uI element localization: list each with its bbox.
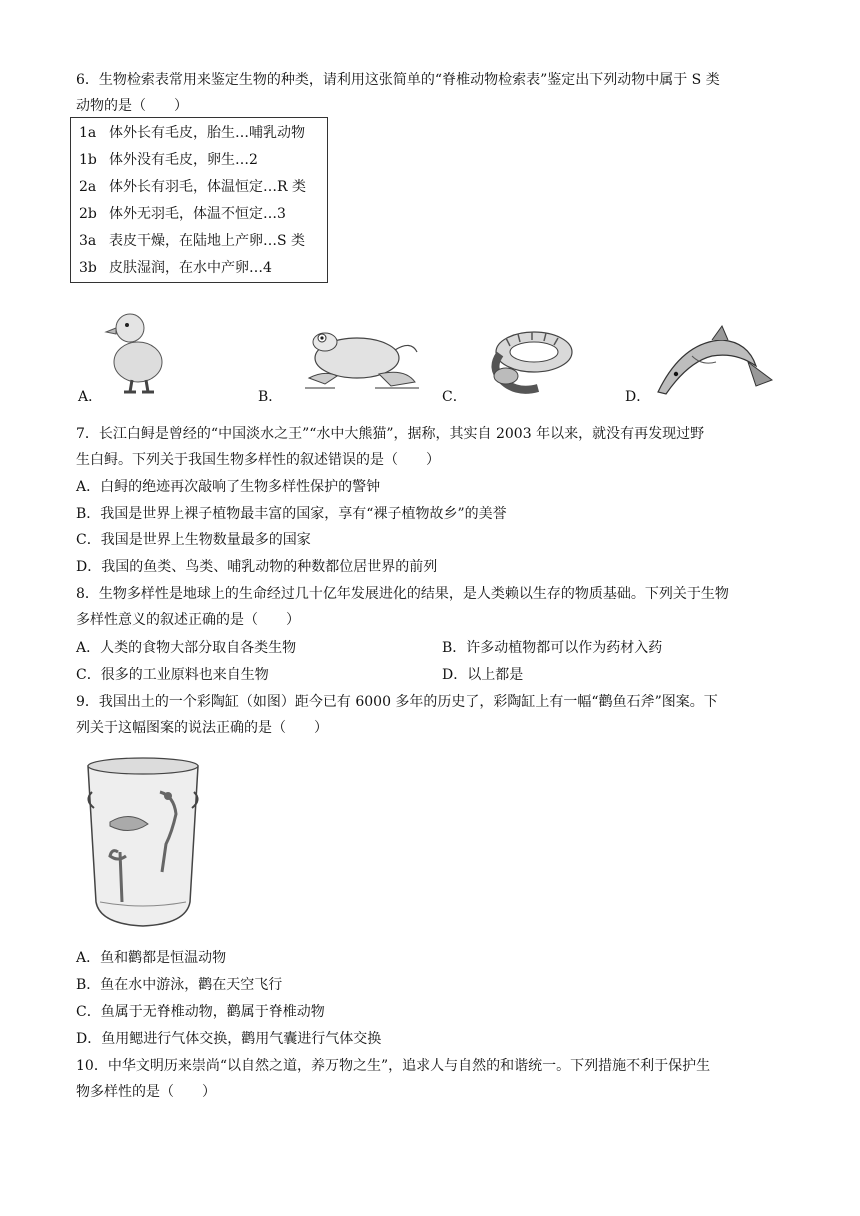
q9-stem-line1: 9．我国出土的一个彩陶缸（如图）距今已有 6000 多年的历史了，彩陶缸上有一幅“鹳鱼石斧”图案。下: [76, 694, 718, 710]
q8-option-a: A．人类的食物大部分取自各类生物: [76, 640, 297, 656]
q10-stem-line2: 物多样性的是（ ）: [76, 1084, 216, 1100]
q6-stem-line1: 6．生物检索表常用来鉴定生物的种类，请利用这张简单的“脊椎动物检索表”鉴定出下列动物中属于 S 类: [76, 72, 720, 88]
q7-option-a: A．白鲟的绝迹再次敲响了生物多样性保护的警钟: [76, 479, 381, 495]
painted-pottery-jar-image: [78, 752, 208, 932]
q8-stem-line1: 8．生物多样性是地球上的生命经过几十亿年发展进化的结果，是人类赖以生存的物质基础。下列关于生物: [76, 586, 729, 602]
q9-option-c: C．鱼属于无脊椎动物，鹳属于脊椎动物: [76, 1004, 325, 1020]
q9-option-b: B．鱼在水中游泳，鹳在天空飞行: [76, 977, 283, 993]
fish-image: [652, 322, 774, 398]
q10-stem-line1: 10．中华文明历来崇尚“以自然之道，养万物之生”，追求人与自然的和谐统一。下列措施不利于保护生: [76, 1058, 711, 1074]
q6-option-b-label: B．: [258, 389, 283, 405]
key-row: 3a 表皮干燥，在陆地上产卵…S 类: [79, 233, 306, 249]
q7-option-c: C．我国是世界上生物数量最多的国家: [76, 532, 311, 548]
key-row: 1a 体外长有毛皮，胎生…哺乳动物: [79, 125, 305, 141]
q9-stem-line2: 列关于这幅图案的说法正确的是（ ）: [76, 720, 328, 736]
q7-stem-line1: 7．长江白鲟是曾经的“中国淡水之王”“水中大熊猫”，据称，其实自 2003 年以来，就没有再发现过野: [76, 426, 705, 442]
key-row: 2a 体外长有羽毛，体温恒定…R 类: [79, 179, 306, 195]
q8-option-c: C．很多的工业原料也来自生物: [76, 667, 269, 683]
duckling-image: [100, 300, 170, 395]
key-row: 2b 体外无羽毛，体温不恒定…3: [79, 206, 286, 222]
q9-option-a: A．鱼和鹳都是恒温动物: [76, 950, 227, 966]
q8-stem-line2: 多样性意义的叙述正确的是（ ）: [76, 612, 300, 628]
q8-option-d: D．以上都是: [442, 667, 524, 683]
q6-option-d-label: D．: [625, 389, 651, 405]
q6-option-c-label: C．: [442, 389, 467, 405]
q7-option-b: B．我国是世界上裸子植物最丰富的国家，享有“裸子植物故乡”的美誉: [76, 506, 507, 522]
q9-option-d: D．鱼用鳃进行气体交换，鹳用气囊进行气体交换: [76, 1031, 382, 1047]
coiled-snake-image: [476, 318, 576, 400]
vertebrate-key-table: [70, 117, 328, 283]
key-row: 1b 体外没有毛皮，卵生…2: [79, 152, 258, 168]
q7-stem-line2: 生白鲟。下列关于我国生物多样性的叙述错误的是（ ）: [76, 452, 440, 468]
key-row: 3b 皮肤湿润，在水中产卵…4: [79, 260, 272, 276]
q6-option-a-label: A．: [78, 389, 103, 405]
frog-image: [295, 320, 425, 392]
q8-option-b: B．许多动植物都可以作为药材入药: [442, 640, 663, 656]
q6-stem-line2: 动物的是（ ）: [76, 98, 188, 114]
q7-option-d: D．我国的鱼类、鸟类、哺乳动物的种数都位居世界的前列: [76, 559, 438, 575]
